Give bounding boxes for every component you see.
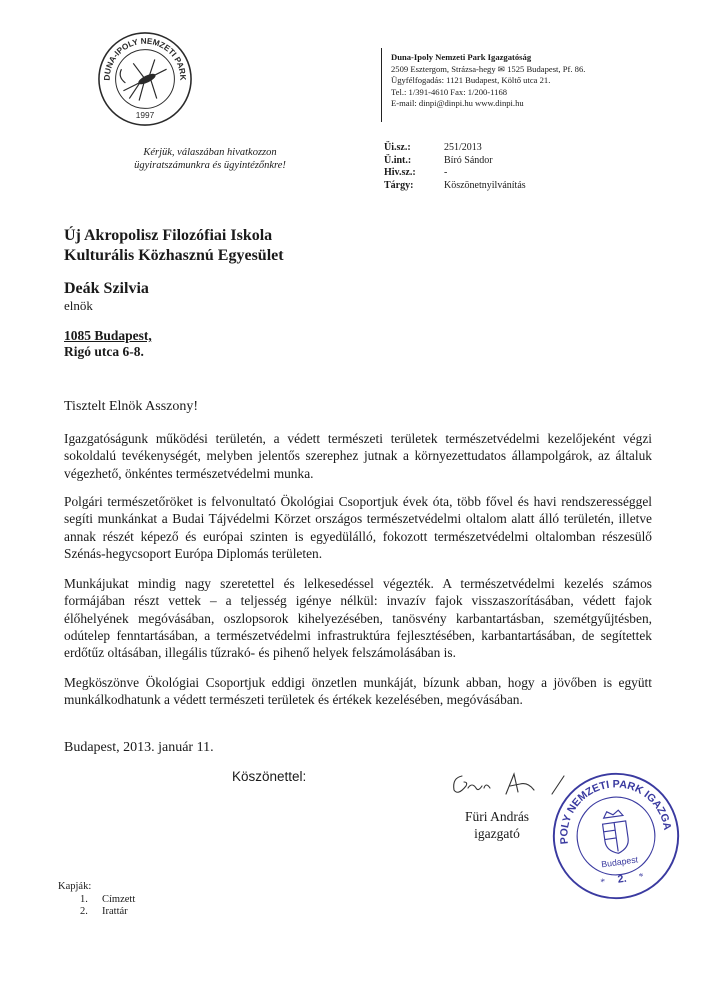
insect-emblem-icon <box>120 59 166 100</box>
ref-value: Köszönetnyilvánítás <box>444 179 526 191</box>
closing-phrase: Köszönettel: <box>232 769 307 784</box>
recipient-city: 1085 Budapest, <box>64 328 152 343</box>
star-icon: * <box>638 871 645 883</box>
ref-value: - <box>444 167 448 179</box>
recipient-org-line: Kulturális Közhasznú Egyesület <box>64 247 284 264</box>
distribution-item <box>80 906 135 919</box>
body-paragraph: Igazgatóságunk működési területén, a védett természeti területek természetvédelmi kezelőjeként végzi sokoldalú tevékenységét, melyben jelentős szerephez jutnak a környezettudatos állampolgárok, az általuk végezhető, önkéntes természetvédelmi munka. <box>64 431 652 481</box>
body-paragraph: Megköszönve Ökológiai Csoportjuk eddigi önzetlen munkáját, bízunk abban, hogy a jövőben is együtt munkálkodhatunk a védett természeti területek és értékek kezelésében, megóvásában. <box>64 675 652 708</box>
org-header <box>391 52 585 110</box>
org-phone-fax: Tel.: 1/391-4610 Fax: 1/200-1168 <box>391 86 508 97</box>
salutation: Tisztelt Elnök Asszony! <box>64 399 199 414</box>
letter-date: Budapest, 2013. január 11. <box>64 740 214 755</box>
distribution-text: Címzett <box>102 893 136 905</box>
ref-label: Tárgy: <box>384 179 414 191</box>
recipient-role: elnök <box>64 298 93 313</box>
ref-label: Hiv.sz.: <box>384 167 416 179</box>
ref-label: Üi.sz.: <box>384 142 411 153</box>
body-paragraph: Polgári természetőröket is felvonultató Ökológiai Csoportjuk évek óta, több fővel és havi rendszerességgel segíti munkánkat a Budai Tájvédelmi Körzet országos természetvédelmi oltalom alatt álló területén, illetve annak részét képező és európai szinten is egyedülálló, fokozott természetvédelmi oltalomban részesülő Szénás-hegycsoport Európa Diplomás területen. <box>64 494 652 561</box>
distribution-text: Irattár <box>102 906 128 917</box>
official-stamp <box>548 768 684 904</box>
recipient-street: Rigó utca 6-8. <box>64 344 144 359</box>
reference-note <box>110 146 310 172</box>
recipient-org-line: Új Akropolisz Filozófiai Iskola <box>64 227 273 244</box>
coat-of-arms-icon <box>601 809 630 855</box>
distribution-list <box>58 881 135 919</box>
recipient-name: Deák Szilvia <box>64 280 149 297</box>
park-logo <box>96 30 194 128</box>
stamp-city: Budapest <box>600 854 639 870</box>
ref-value: 251/2013 <box>444 142 482 153</box>
org-name: Duna-Ipoly Nemzeti Park Igazgatóság <box>391 52 532 62</box>
ref-value: Bíró Sándor <box>444 154 493 166</box>
signer <box>452 808 542 842</box>
ref-row <box>384 155 526 168</box>
org-email-web: E-mail: dinpi@dinpi.hu www.dinpi.hu <box>391 98 524 109</box>
reference-table <box>384 142 526 192</box>
ref-label: Ü.int.: <box>384 154 412 166</box>
logo-ring-text: DUNA-IPOLY NEMZETI PARK <box>102 36 188 81</box>
logo-year: 1997 <box>135 110 155 121</box>
recipient-block <box>64 226 624 360</box>
signer-name: Füri András <box>464 809 530 824</box>
org-address: 2509 Esztergom, Strázsa-hegy ✉ 1525 Budapest, Pf. 86. <box>391 63 586 74</box>
stamp-number: 2. <box>616 872 628 886</box>
star-icon: * <box>599 876 607 889</box>
signer-title: igazgató <box>474 826 520 841</box>
ref-row <box>384 167 526 180</box>
distribution-number: 1. <box>80 893 88 905</box>
distribution-number: 2. <box>80 906 88 917</box>
distribution-item <box>80 894 135 907</box>
distribution-label: Kapják: <box>58 881 92 892</box>
stamp-ring-text: DUNA-IPOLY NEMZETI PARK IGAZGATÓSÁG <box>558 778 674 845</box>
recipient-address <box>64 328 624 360</box>
org-client-service: Ügyfélfogadás: 1121 Budapest, Költő utca 21. <box>391 75 551 86</box>
body-paragraph: Munkájukat mindig nagy szeretettel és lelkesedéssel végezték. A természetvédelmi kezelés számos formájában részt vettek – a teljesség igénye nélkül: invazív fajok visszaszorításában, védett fajok élőhelyének megóvásában, oszlopsorok kihelyezésében, tanösvény karbantartásban, szemétgyűjtésben, odútelep fenntartásában, a természetvédelmi infrastruktúra fejlesztésében, karbantartásában, de segítettek erdőtűz oltásában, illegális tűzrakó- és pihenő helyek felszámolásában is. <box>64 576 652 661</box>
ref-row <box>384 142 526 155</box>
reference-note-line: ügyiratszámunkra és ügyintézőnkre! <box>134 160 286 171</box>
ref-row <box>384 180 526 193</box>
header-divider <box>381 48 382 122</box>
reference-note-line: Kérjük, válaszában hivatkozzon <box>143 147 277 158</box>
